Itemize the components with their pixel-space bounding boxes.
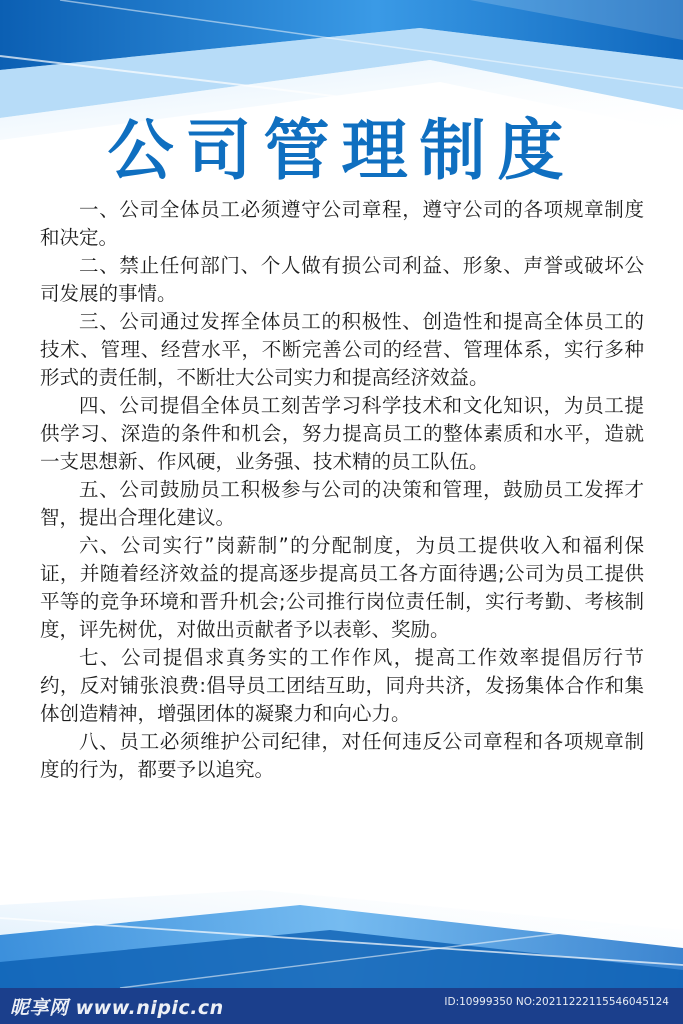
rule-paragraph-6: 六、公司实行”岗薪制”的分配制度，为员工提供收入和福利保证，并随着经济效益的提高逐步提高员工各方面待遇;公司为员工提供平等的竞争环境和晋升机会;公司推行岗位责任制，实行考勤、考核制度，评先树优，对做出贡献者予以表彰、奖励。 [40, 534, 644, 641]
rule-paragraph-2: 二、禁止任何部门、个人做有损公司利益、形象、声誉或破坏公司发展的事情。 [40, 254, 644, 305]
watermark-text: 昵享网 www.nipic.cn [10, 997, 224, 1019]
rule-paragraph-4: 四、公司提倡全体员工刻苦学习科学技术和文化知识，为员工提供学习、深造的条件和机会，努力提高员工的整体素质和水平，造就一支思想新、作风硬，业务强、技术精的员工队伍。 [40, 394, 644, 473]
page-title: 公司管理制度 [107, 112, 576, 189]
rule-paragraph-5: 五、公司鼓励员工积极参与公司的决策和管理，鼓励员工发挥才智，提出合理化建议。 [40, 478, 644, 529]
bottom-wave-band [0, 890, 683, 988]
rule-paragraph-8: 八、员工必须维护公司纪律，对任何违反公司章程和各项规章制度的行为，都要予以追究。 [40, 730, 644, 781]
rule-paragraph-3: 三、公司通过发挥全体员工的积极性、创造性和提高全体员工的技术、管理、经营水平，不断完善公司的经营、管理体系，实行多种形式的责任制，不断壮大公司实力和提高经济效益。 [40, 310, 644, 389]
image-id-label: ID:10999350 NO:20211222115546045124 [444, 996, 669, 1008]
rule-paragraph-7: 七、公司提倡求真务实的工作作风，提高工作效率提倡厉行节约，反对铺张浪费:倡导员工团结互助，同舟共济，发扬集体合作和集体创造精神，增强团体的凝聚力和向心力。 [40, 646, 644, 725]
rule-paragraph-1: 一、公司全体员工必须遵守公司章程，遵守公司的各项规章制度和决定。 [40, 198, 644, 249]
rules-body [40, 196, 644, 784]
